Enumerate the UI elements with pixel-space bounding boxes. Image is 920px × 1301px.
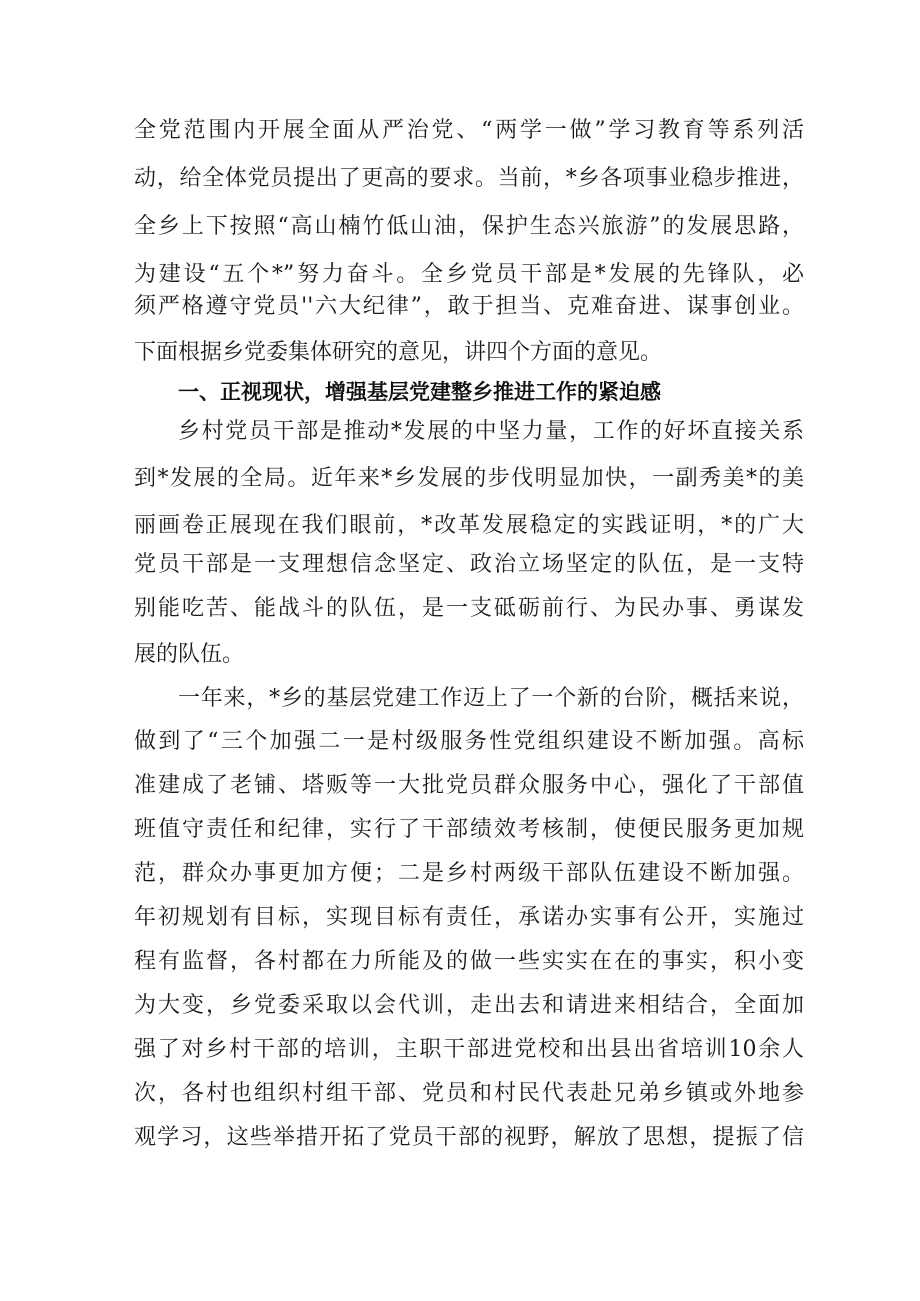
- paragraph-line: 年初规划有目标，实现目标有责任，承诺办实事有公开，实施过: [134, 905, 804, 930]
- paragraph-line: 全乡上下按照“高山楠竹低山油，保护生态兴旅游”的发展思路，: [134, 214, 804, 239]
- paragraph-line: 丽画卷正展现在我们眼前，*改革发展稳定的实践证明，*的广大: [134, 513, 804, 538]
- paragraph-line: 下面根据乡党委集体研究的意见，讲四个方面的意见。: [134, 340, 663, 365]
- paragraph-line: 一年来，*乡的基层党建工作迈上了一个新的台阶，概括来说，: [178, 686, 804, 711]
- paragraph-line: 到*发展的全局。近年来*乡发展的步伐明显加快，一副秀美*的美: [134, 466, 804, 491]
- paragraph-line: 次，各村也组织村组干部、党员和村民代表赴兄弟乡镇或外地参: [134, 1081, 804, 1106]
- paragraph-line: 乡村党员干部是推动*发展的中坚力量，工作的好坏直接关系: [178, 419, 804, 444]
- paragraph-line: 准建成了老铺、塔贩等一大批党员群众服务中心，强化了干部值: [134, 773, 804, 798]
- paragraph-line: 全党范围内开展全面从严治党、“两学一做”学习教育等系列活: [134, 118, 804, 143]
- paragraph-line: 程有监督，各村都在力所能及的做一些实实在在的事实，积小变: [134, 949, 804, 974]
- paragraph-line: 为大变，乡党委采取以会代训，走出去和请进来相结合，全面加: [134, 993, 804, 1018]
- paragraph-line: 党员干部是一支理想信念坚定、政治立场坚定的队伍，是一支特: [134, 552, 804, 577]
- paragraph-line: 强了对乡村干部的培训，主职干部进党校和出县出省培训10余人: [134, 1037, 804, 1062]
- paragraph-line: 范，群众办事更加方便；二是乡村两级干部队伍建设不断加强。: [134, 861, 804, 886]
- section-heading: 一、正视现状，增强基层党建整乡推进工作的紧迫感: [178, 380, 661, 404]
- paragraph-line: 班值守责任和纪律，实行了干部绩效考核制，使便民服务更加规: [134, 817, 804, 842]
- paragraph-line: 展的队伍。: [134, 642, 245, 667]
- paragraph-line: 做到了“三个加强二一是村级服务性党组织建设不断加强。高标: [134, 729, 804, 754]
- paragraph-line: 动，给全体党员提出了更高的要求。当前，*乡各项事业稳步推进，: [134, 166, 804, 191]
- paragraph-line: 为建设“五个*”努力奋斗。全乡党员干部是*发展的先锋队，必: [134, 262, 804, 287]
- paragraph-line: 须严格遵守党员''六大纪律”，敢于担当、克难奋进、谋事创业。: [134, 294, 804, 319]
- paragraph-line: 别能吃苦、能战斗的队伍，是一支砥砺前行、为民办事、勇谋发: [134, 596, 804, 621]
- paragraph-line: 观学习，这些举措开拓了党员干部的视野，解放了思想，提振了信: [134, 1125, 804, 1150]
